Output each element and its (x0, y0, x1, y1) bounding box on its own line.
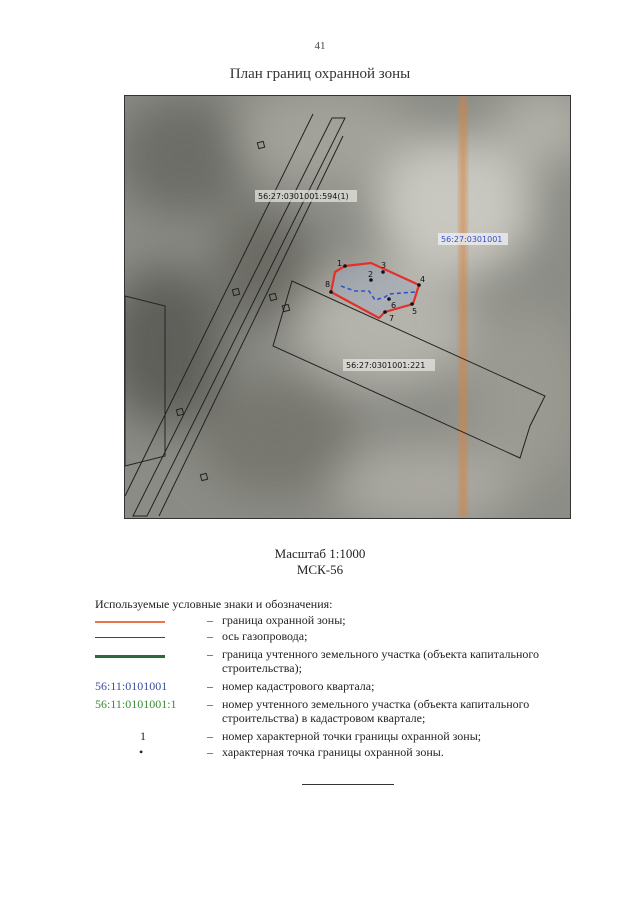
map-canvas (125, 96, 570, 518)
legend-dash: – (207, 745, 213, 759)
page-number: 41 (314, 40, 326, 52)
legend-text: номер учтенного земельного участка (объекта капитального строительства) в кадастровом квартале; (222, 697, 530, 725)
point-number: 1 (337, 259, 343, 268)
map-plan (124, 95, 571, 519)
point-number: 7 (389, 314, 395, 323)
orange-line-symbol (95, 621, 165, 623)
scale-text: Масштаб 1:1000 (274, 546, 366, 561)
legend-title: Используемые условные знаки и обозначения: (95, 597, 333, 611)
point-number: 3 (381, 261, 387, 270)
label-parcel-594: 56:27:0301001:594(1) (258, 192, 349, 201)
point-number: 5 (412, 307, 418, 316)
label-parcel-594-group (255, 190, 357, 202)
gray-line-symbol (95, 637, 165, 638)
legend-symbol-point-marker: • (139, 745, 144, 759)
legend-symbol (95, 613, 195, 623)
scale-block (0, 546, 640, 578)
point-number: 2 (368, 270, 374, 279)
label-quarter-group (438, 233, 508, 245)
legend-dash: – (207, 729, 213, 743)
legend-dash: – (207, 629, 213, 643)
legend-dash: – (207, 679, 213, 693)
label-parcel-221: 56:27:0301001:221 (346, 361, 426, 370)
legend-symbol-quarter: 56:11:0101001 (95, 679, 168, 693)
legend-text: номер характерной точки границы охранной зоны; (222, 729, 482, 743)
label-parcel-221-group (343, 359, 435, 371)
legend-text: граница учтенного земельного участка (объекта капитального строительства); (222, 647, 540, 675)
green-line-symbol (95, 655, 165, 658)
legend-dash: – (207, 647, 213, 661)
legend-symbol (95, 647, 195, 658)
orange-line-streak (460, 96, 466, 518)
legend-text: характерная точка границы охранной зоны. (222, 745, 444, 759)
label-quarter: 56:27:0301001 (441, 235, 503, 244)
signature-line (302, 784, 394, 785)
legend-symbol-parcel: 56:11:0101001:1 (95, 697, 177, 711)
legend-symbol-point-number: 1 (140, 729, 146, 743)
legend-dash: – (207, 697, 213, 711)
legend-symbol (95, 629, 195, 638)
point-number: 4 (420, 275, 426, 284)
point-number: 8 (325, 280, 331, 289)
legend-text: ось газопровода; (222, 629, 308, 643)
page-title: План границ охранной зоны (229, 66, 411, 82)
legend-dash: – (207, 613, 213, 627)
point-number: 6 (391, 301, 397, 310)
legend-text: номер кадастрового квартала; (222, 679, 375, 693)
legend-text: граница охранной зоны; (222, 613, 346, 627)
crs-text: МСК-56 (296, 562, 344, 577)
